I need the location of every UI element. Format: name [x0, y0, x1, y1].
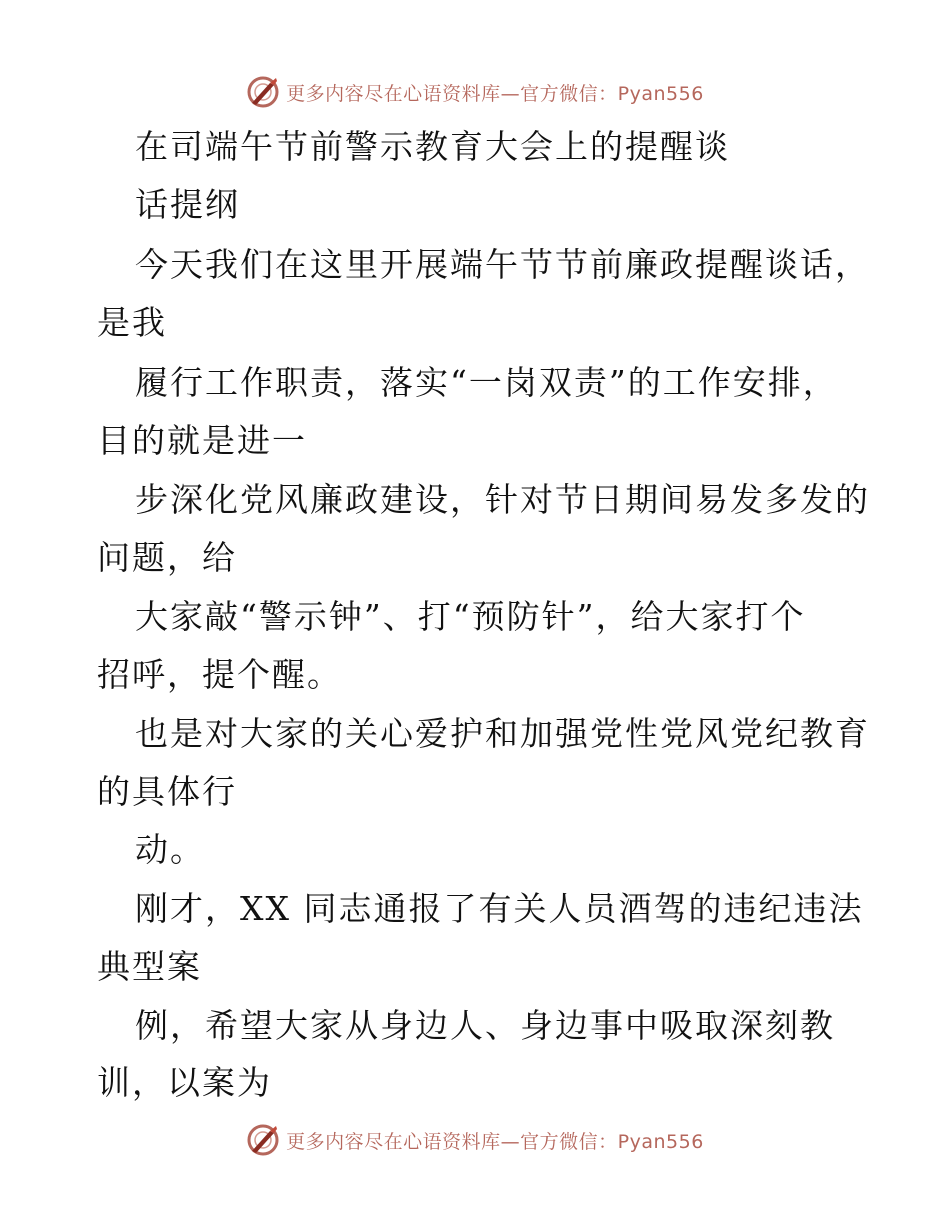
doc-line: 今天我们在这里开展端午节节前廉政提醒谈话， — [135, 245, 870, 284]
doc-line: 步深化党风廉政建设，针对节日期间易发多发的 — [135, 480, 870, 519]
doc-line: 是我 — [97, 303, 167, 342]
footer-watermark-banner — [0, 1120, 950, 1160]
doc-line: 目的就是进一 — [97, 421, 307, 460]
header-watermark-banner — [0, 72, 950, 112]
doc-line: 的具体行 — [97, 772, 237, 811]
doc-line: 招呼，提个醒。 — [97, 655, 342, 694]
doc-line: 刚才，XX 同志通报了有关人员酒驾的违纪违法 — [135, 889, 864, 928]
watermark-text: 更多内容尽在心语资料库—官方微信：Pyan556 — [286, 82, 704, 105]
doc-line: 话提纲 — [135, 185, 240, 224]
pen-logo-icon — [246, 1123, 280, 1157]
doc-line: 典型案 — [97, 947, 202, 986]
watermark-text: 更多内容尽在心语资料库—官方微信：Pyan556 — [286, 1130, 704, 1153]
pen-logo-icon — [246, 75, 280, 109]
doc-line: 大家敲“警示钟”、打“预防针”，给大家打个 — [135, 597, 806, 636]
doc-line: 在司端午节前警示教育大会上的提醒谈 — [135, 127, 730, 166]
doc-line: 动。 — [135, 830, 205, 869]
doc-line: 也是对大家的关心爱护和加强党性党风党纪教育 — [135, 714, 870, 753]
doc-line: 例，希望大家从身边人、身边事中吸取深刻教 — [135, 1006, 835, 1045]
doc-line: 训，以案为 — [97, 1063, 272, 1102]
doc-line: 问题，给 — [97, 538, 237, 577]
doc-line: 履行工作职责，落实“一岗双责”的工作安排， — [135, 363, 838, 402]
